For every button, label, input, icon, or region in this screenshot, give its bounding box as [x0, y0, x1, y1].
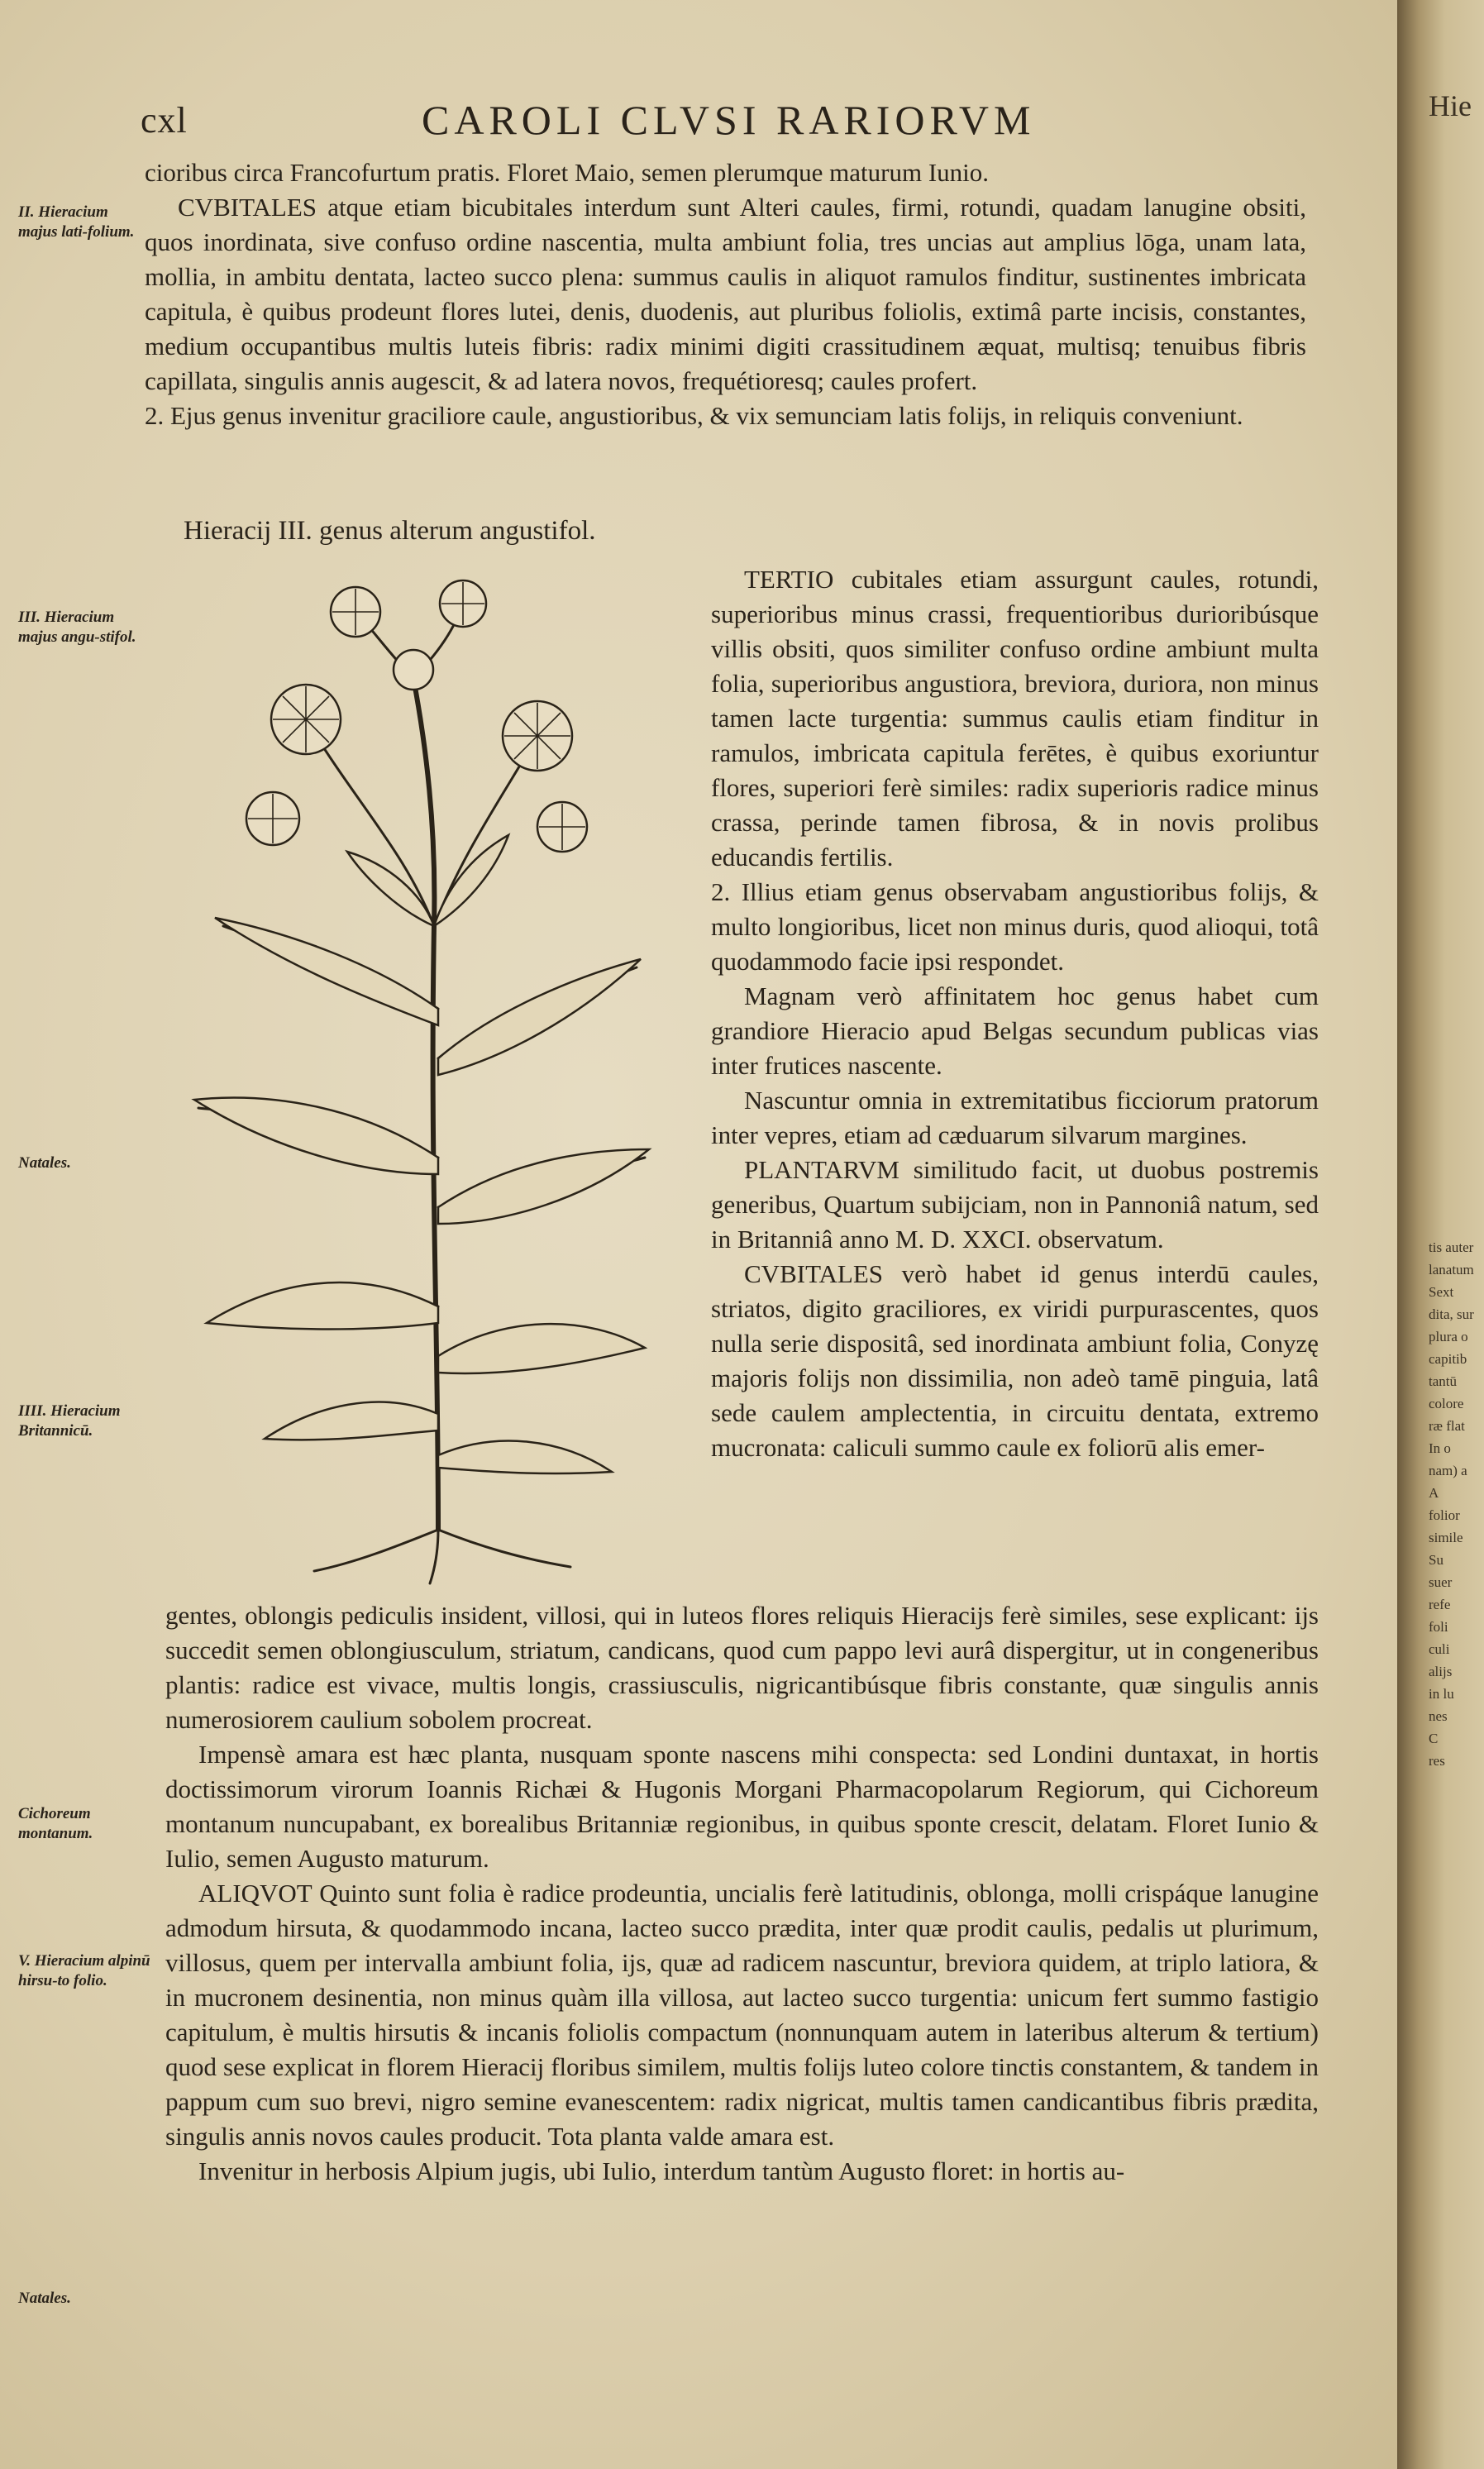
paragraph: ALIQVOT Quinto sunt folia è radice prodeuntia, uncialis ferè latitudinis, oblonga, molli crispáque lanugine admodum hirsuta, & quodammodo incana, lacteo succo prædita, inter quæ prodit caulis, pedalis ut plurimum, villosus, quem per intervalla ambiunt folia, ijs, quæ ad radicem nascuntur, breviora quidem, at triplo latiora, & in mucronem desinentia, non minus quàm illa villosa, aut lacteo succo turgentia: unicum fert summo fastigio capitulum, è multis hirsutis & incanis foliolis compactum (nonnunquam autem in lateribus alterum & tertium) quod sese explicat in florem Hieracij floribus similem, multis folijs luteo colore tinctis constantem, & tandem in pappum cum suo brevi, nigro semine evanescentem: radix nigricat, multis tamen candicantibus fibris prædita, singulis annis novos caules producit. Tota planta valde amara est.: [165, 1879, 1319, 2151]
margin-note: Natales.: [18, 2290, 71, 2307]
paragraph: Magnam verò affinitatem hoc genus habet cum grandiore Hieracio apud Belgas secundum publicas vias inter frutices nascente.: [711, 981, 1319, 1080]
right-column-text: [711, 562, 1319, 1465]
plant-woodcut-illustration: [190, 579, 653, 1588]
folio-number: cxl: [141, 100, 188, 141]
gutter-fragment: nes: [1429, 1708, 1448, 1724]
gutter-fragment: res: [1429, 1753, 1445, 1769]
gutter-fragment: C: [1429, 1731, 1439, 1746]
margin-note: II. Hieracium majus lati-folium.: [18, 203, 135, 241]
gutter-fragment: Sext: [1429, 1284, 1454, 1300]
facing-page-text-column: [1429, 1236, 1478, 1772]
margin-note: III. Hieracium majus angu-stifol.: [18, 609, 136, 646]
paragraph: cioribus circa Francofurtum pratis. Floret Maio, semen plerumque maturum Iunio.: [145, 158, 990, 187]
paragraph: CVBITALES verò habet id genus interdū caules, striatos, digito graciliores, ex viridi purpurascentes, quos nulla serie dispositâ, sed inordinata ambiunt folia, Conyzę majoris folijs non dissimilia, non adeò tamē pinguia, latâ sede caulem amplectentia, in circuitu dentata, extremo mucronata: caliculi summo caule ex foliorū alis emer-: [711, 1259, 1319, 1462]
gutter-fragment: simile: [1429, 1530, 1463, 1545]
gutter-fragment: In o: [1429, 1440, 1451, 1456]
gutter-fragment: A: [1429, 1485, 1439, 1501]
paragraph: Nascuntur omnia in extremitatibus ficciorum pratorum inter vepres, etiam ad cæduarum silvarum margines.: [711, 1086, 1319, 1149]
gutter-fragment: suer: [1429, 1574, 1453, 1590]
running-head: CAROLI CLVSI RARIORVM: [422, 97, 1036, 143]
gutter-fragment: tantū: [1429, 1373, 1457, 1389]
margin-note: IIII. Hieracium Britannicū.: [18, 1402, 121, 1440]
gutter-fragment: colore: [1429, 1396, 1464, 1411]
gutter-fragment: alijs: [1429, 1664, 1453, 1679]
gutter-fragment: refe: [1429, 1597, 1451, 1612]
paragraph: Impensè amara est hæc planta, nusquam sponte nascens mihi conspecta: sed Londini duntaxat, in hortis doctissimorum virorum Ioannis Richæi & Hugonis Morgani Pharmacopolarum Regiorum, qui Cichoreum montanum nuncupabant, ex borealibus Britanniæ regionibus, in quibus sponte crescit, delatam. Floret Iunio & Iulio, semen Augusto maturum.: [165, 1740, 1319, 1873]
gutter-fragment: capitib: [1429, 1351, 1467, 1367]
facing-page-text: [1429, 91, 1478, 121]
gutter-fragment: tis auter: [1429, 1239, 1474, 1255]
paragraph: 2. Illius etiam genus observabam angustioribus folijs, & multo longioribus, licet non minus duris, quod alioqui, totâ quodammodo facie ipsi respondet.: [711, 877, 1319, 976]
gutter-fragment: culi: [1429, 1641, 1450, 1657]
facing-page-edge: [1397, 0, 1484, 2469]
gutter-fragment: Su: [1429, 1552, 1443, 1568]
paragraph: 2. Ejus genus invenitur graciliore caule, angustioribus, & vix semunciam latis folijs, in reliquis conveniunt.: [145, 401, 1243, 430]
gutter-fragment: Hie: [1429, 89, 1472, 122]
page-header: [141, 91, 1315, 149]
gutter-fragment: foli: [1429, 1619, 1448, 1635]
margin-note: Natales.: [18, 1154, 71, 1172]
figure-caption: Hieracij III. genus alterum angustifol.: [184, 516, 596, 546]
top-text-block: [145, 155, 1306, 433]
gutter-fragment: lanatum: [1429, 1262, 1474, 1277]
paragraph: gentes, oblongis pediculis insident, villosi, qui in luteos flores reliquis Hieracijs ferè similes, sese explicant: ijs succedit semen oblongiusculum, striatum, candicans, quod cum pappo levi aurâ dispergitur, ut in congeneribus plantis: radice est vivace, multis longis, crassiusculis, nigricantibúsque fibris constante, quæ singulis annis numerosiorem caulium sobolem procreat.: [165, 1601, 1319, 1734]
paragraph: PLANTARVM similitudo facit, ut duobus postremis generibus, Quartum subijciam, non in Pannoniâ natum, sed in Britanniâ anno M. D. XXCI. observatum.: [711, 1155, 1319, 1254]
margin-note: V. Hieracium alpinū hirsu-to folio.: [18, 1952, 150, 1989]
gutter-fragment: nam) a: [1429, 1463, 1467, 1478]
gutter-fragment: ræ flat: [1429, 1418, 1465, 1434]
paragraph: Invenitur in herbosis Alpium jugis, ubi Iulio, interdum tantùm Augusto floret: in hortis au-: [198, 2156, 1125, 2185]
margin-note: Cichoreum montanum.: [18, 1805, 93, 1842]
gutter-fragment: dita, sur: [1429, 1306, 1474, 1322]
gutter-fragment: in lu: [1429, 1686, 1454, 1702]
gutter-fragment: folior: [1429, 1507, 1460, 1523]
paragraph: CVBITALES atque etiam bicubitales interdum sunt Alteri caules, firmi, rotundi, quadam lanugine obsiti, quos inordinata, sive confuso ordine nascentia, multa ambiunt folia, tres uncias aut amplius lōga, unam lata, mollia, in ambitu dentata, lacteo succo plena: summus caulis in aliquot ramulos finditur, sustinentes imbricata capitula, è quibus prodeunt flores lutei, denis, duodenis, aut pluribus foliolis, extimâ parte incisis, constantes, medium occupantibus multis luteis fibris: radix minimi digiti crassitudinem æquat, multisq; tenuibus fibris capillata, singulis annis augescit, & ad latera novos, frequétioresq; caules profert.: [145, 193, 1306, 395]
paragraph: TERTIO cubitales etiam assurgunt caules, rotundi, superioribus minus crassi, frequentioribus durioribúsque villis obsiti, quos similiter confuso ordine ambiunt multa folia, superioribus angustiora, breviora, duriora, non minus tamen lacte turgentia: summus caulis etiam finditur in ramulos, imbricata capitula ferētes, è quibus exoriuntur flores, superiori ferè similes: radix superioris radice minus crassa, perinde tamen fibrosa, & in novis prolibus educandis fertilis.: [711, 565, 1319, 872]
bottom-text-block: [165, 1598, 1319, 2189]
gutter-fragment: plura o: [1429, 1329, 1468, 1344]
